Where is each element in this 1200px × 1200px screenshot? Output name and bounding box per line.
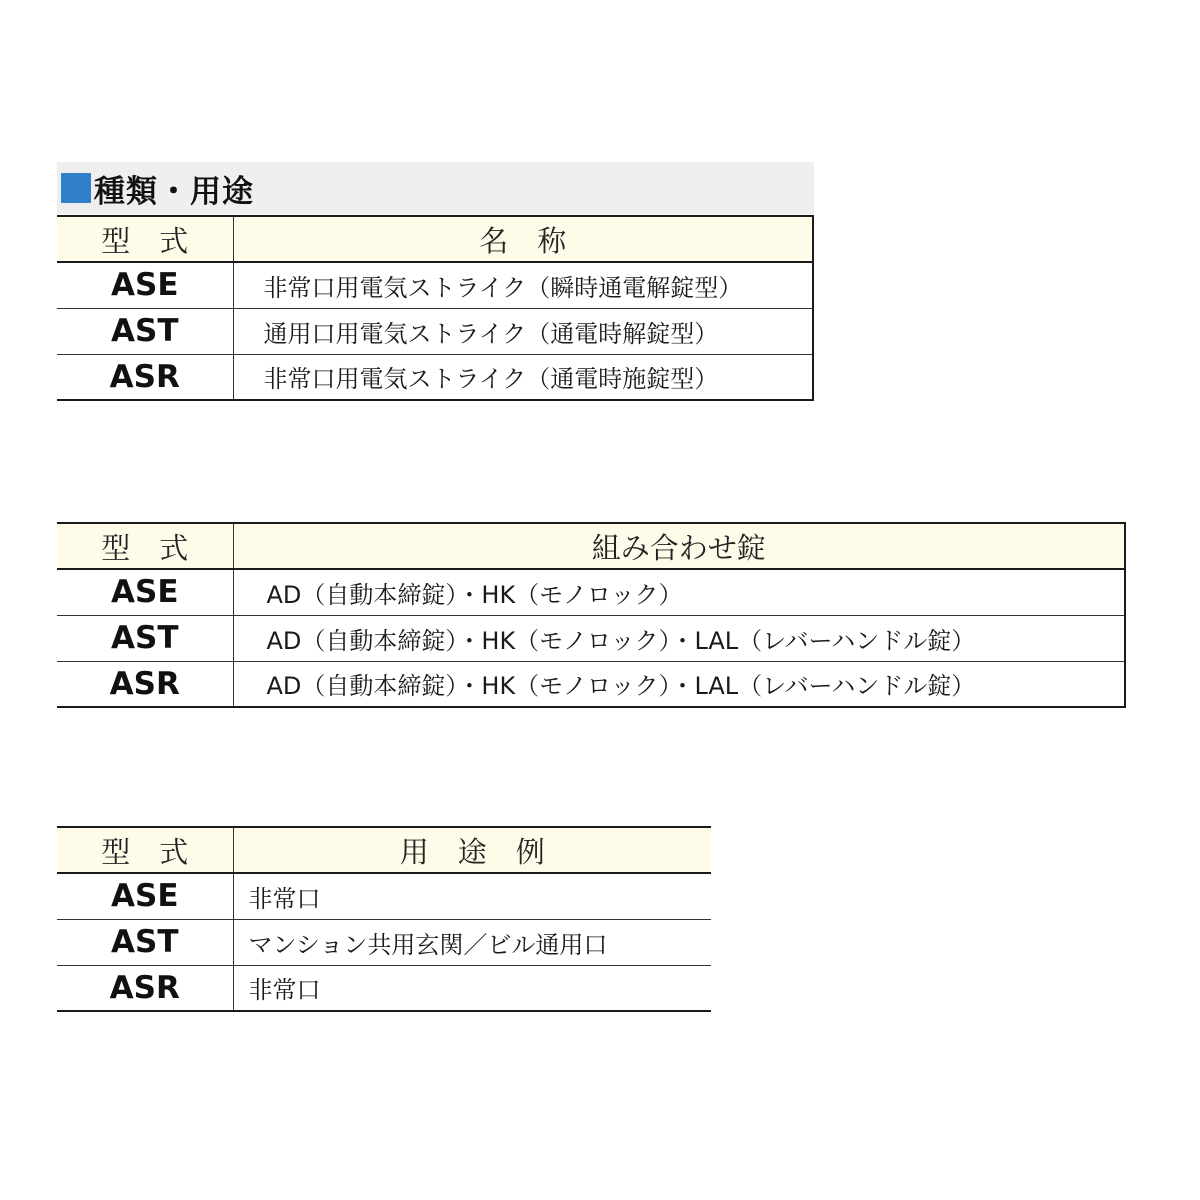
table-row: [57, 661, 1125, 707]
model-cell: AST: [57, 308, 233, 354]
locks-cell: AD（自動本締錠）・HK（モノロック）・LAL（レバーハンドル錠）: [233, 661, 1125, 707]
table-header-row: [57, 827, 711, 873]
table-row: [57, 308, 813, 354]
model-column-header: 型 式: [57, 523, 233, 569]
table-row: [57, 873, 711, 919]
model-cell: ASR: [57, 354, 233, 400]
names-table: [57, 215, 814, 401]
name-cell: 通用口用電気ストライク（通電時解錠型）: [233, 308, 813, 354]
model-cell: ASR: [57, 661, 233, 707]
section-header: [57, 162, 814, 214]
table-row: [57, 262, 813, 308]
section-title: 種類・用途: [94, 173, 254, 210]
table-row: [57, 354, 813, 400]
model-cell: ASE: [57, 873, 233, 919]
table-row: [57, 965, 711, 1011]
table-header-row: [57, 523, 1125, 569]
model-cell: ASE: [57, 569, 233, 615]
section-marker-icon: [61, 173, 91, 203]
usage-cell: 非常口: [233, 965, 711, 1011]
model-column-header: 型 式: [57, 216, 233, 262]
usage-examples-table: [57, 826, 711, 1012]
model-cell: AST: [57, 919, 233, 965]
usage-column-header: 用 途 例: [233, 827, 711, 873]
table-header-row: [57, 216, 813, 262]
locks-cell: AD（自動本締錠）・HK（モノロック）・LAL（レバーハンドル錠）: [233, 615, 1125, 661]
usage-cell: マンション共用玄関／ビル通用口: [233, 919, 711, 965]
locks-column-header: 組み合わせ錠: [233, 523, 1125, 569]
model-cell: AST: [57, 615, 233, 661]
usage-cell: 非常口: [233, 873, 711, 919]
compatible-locks-table: [57, 522, 1126, 708]
table-row: [57, 919, 711, 965]
name-cell: 非常口用電気ストライク（通電時施錠型）: [233, 354, 813, 400]
table-row: [57, 569, 1125, 615]
model-cell: ASR: [57, 965, 233, 1011]
model-column-header: 型 式: [57, 827, 233, 873]
name-column-header: 名 称: [233, 216, 813, 262]
locks-cell: AD（自動本締錠）・HK（モノロック）: [233, 569, 1125, 615]
name-cell: 非常口用電気ストライク（瞬時通電解錠型）: [233, 262, 813, 308]
model-cell: ASE: [57, 262, 233, 308]
table-row: [57, 615, 1125, 661]
